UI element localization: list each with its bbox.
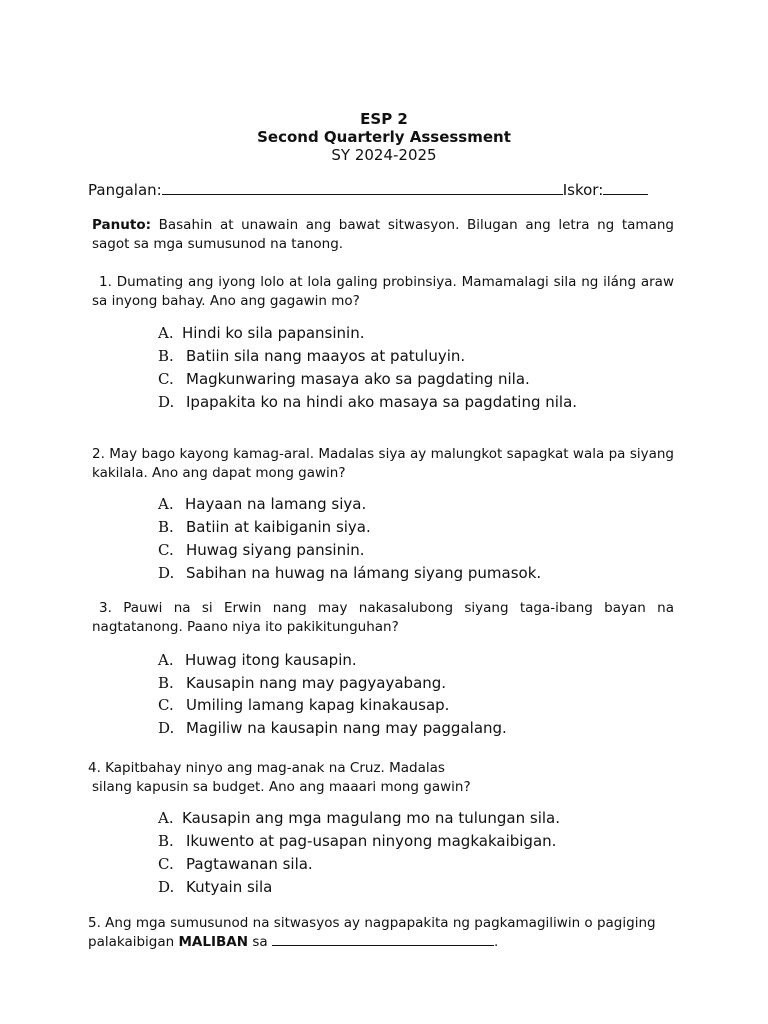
- option-letter: C.: [158, 696, 174, 714]
- question-3-option-b[interactable]: [158, 674, 446, 692]
- option-text: Batiin sila nang maayos at patuluyin.: [186, 347, 466, 365]
- option-letter: B.: [158, 832, 174, 850]
- option-text: Kausapin nang may pagyayabang.: [186, 674, 447, 692]
- option-text: Kutyain sila: [186, 878, 273, 896]
- option-letter: B.: [158, 674, 174, 692]
- answer-blank[interactable]: [272, 933, 494, 946]
- question-3-text: 3. Pauwi na si Erwin nang may nakasalubong siyang taga-ibang bayan na nagtatanong. Paano niya ito pakikitunguhan?: [92, 600, 674, 635]
- question-1-option-a[interactable]: [158, 324, 364, 342]
- option-text: Umiling lamang kapag kinakausap.: [186, 696, 450, 714]
- score-label: Iskor:: [562, 181, 604, 199]
- name-blank[interactable]: [162, 180, 563, 195]
- question-4-option-d[interactable]: [158, 878, 272, 896]
- question-1-option-d[interactable]: [158, 393, 618, 412]
- option-text: Magiliw na kausapin nang may paggalang.: [186, 719, 507, 737]
- option-text: Hindi ko sila papansinin.: [182, 324, 365, 342]
- option-letter: D.: [158, 719, 175, 737]
- question-2-option-b[interactable]: [158, 518, 371, 536]
- option-letter: B.: [158, 347, 174, 365]
- question-3-option-d[interactable]: [158, 719, 507, 737]
- option-text: Ipapakita ko na hindi ako masaya sa pagdating nila.: [186, 393, 578, 411]
- option-text: Batiin at kaibiganin siya.: [186, 518, 371, 536]
- question-5-emphasis: MALIBAN: [178, 934, 249, 950]
- question-1-option-c[interactable]: [158, 370, 530, 388]
- name-label: Pangalan:: [88, 181, 162, 199]
- option-letter: A.: [158, 324, 174, 342]
- option-letter: D.: [158, 393, 175, 411]
- page-subtitle: Second Quarterly Assessment: [257, 128, 511, 146]
- option-letter: B.: [158, 518, 174, 536]
- option-letter: D.: [158, 564, 175, 582]
- question-5-text-before: 5. Ang mga sumusunod na sitwasyos ay nagpapakita ng pagkamagiliwin o pagiging palakaibigan: [88, 915, 656, 950]
- question-2-option-a[interactable]: [158, 495, 366, 513]
- question-5-text: [88, 914, 674, 952]
- option-text: Hayaan na lamang siya.: [185, 495, 367, 513]
- option-letter: C.: [158, 541, 174, 559]
- option-letter: A.: [158, 495, 174, 513]
- instructions-text: Basahin at unawain ang bawat sitwasyon. Bilugan ang letra ng tamang sagot sa mga sumusunod na tanong.: [92, 217, 674, 252]
- school-year: SY 2024-2025: [331, 146, 437, 164]
- question-4-option-b[interactable]: [158, 832, 556, 850]
- option-text: Pagtawanan sila.: [186, 855, 313, 873]
- question-1-text: 1. Dumating ang iyong lolo at lola galing probinsiya. Mamamalagi sila ng iláng araw sa inyong bahay. Ano ang gagawin mo?: [92, 274, 674, 309]
- option-letter: D.: [158, 878, 175, 896]
- option-text: Sabihan na huwag na lámang siyang pumasok.: [186, 564, 542, 582]
- option-letter: C.: [158, 855, 174, 873]
- question-4-option-a[interactable]: [158, 809, 560, 827]
- question-2-text: 2. May bago kayong kamag-aral. Madalas siya ay malungkot sapagkat wala pa siyang kakilala. Ano ang dapat mong gawin?: [92, 446, 674, 481]
- page-title: ESP 2: [360, 110, 408, 128]
- question-4-option-c[interactable]: [158, 855, 313, 873]
- student-info-row: [88, 180, 648, 199]
- question-4-text: [88, 759, 471, 797]
- question-4-line-2: silang kapusin sa budget. Ano ang maaari mong gawin?: [92, 779, 471, 795]
- option-text: Ikuwento at pag-usapan ninyong magkakaibigan.: [186, 832, 557, 850]
- question-2-option-c[interactable]: [158, 541, 365, 559]
- question-5-text-after: sa: [248, 934, 268, 950]
- option-text: Magkunwaring masaya ako sa pagdating nila.: [186, 370, 530, 388]
- option-text: Kausapin ang mga magulang mo na tulungan sila.: [182, 809, 561, 827]
- question-3-option-c[interactable]: [158, 696, 449, 714]
- instructions-label: Panuto:: [92, 217, 151, 233]
- option-letter: C.: [158, 370, 174, 388]
- question-3-option-a[interactable]: [158, 651, 357, 669]
- instructions: [92, 216, 674, 254]
- question-1-option-b[interactable]: [158, 347, 465, 365]
- option-text: Huwag itong kausapin.: [185, 651, 357, 669]
- question-4-line-1: 4. Kapitbahay ninyo ang mag-anak na Cruz. Madalas: [88, 760, 445, 776]
- option-letter: A.: [158, 809, 174, 827]
- score-blank[interactable]: [603, 180, 648, 195]
- question-2-option-d[interactable]: [158, 564, 541, 582]
- option-text: Huwag siyang pansinin.: [186, 541, 365, 559]
- option-letter: A.: [158, 651, 174, 669]
- question-5-end: .: [493, 934, 499, 950]
